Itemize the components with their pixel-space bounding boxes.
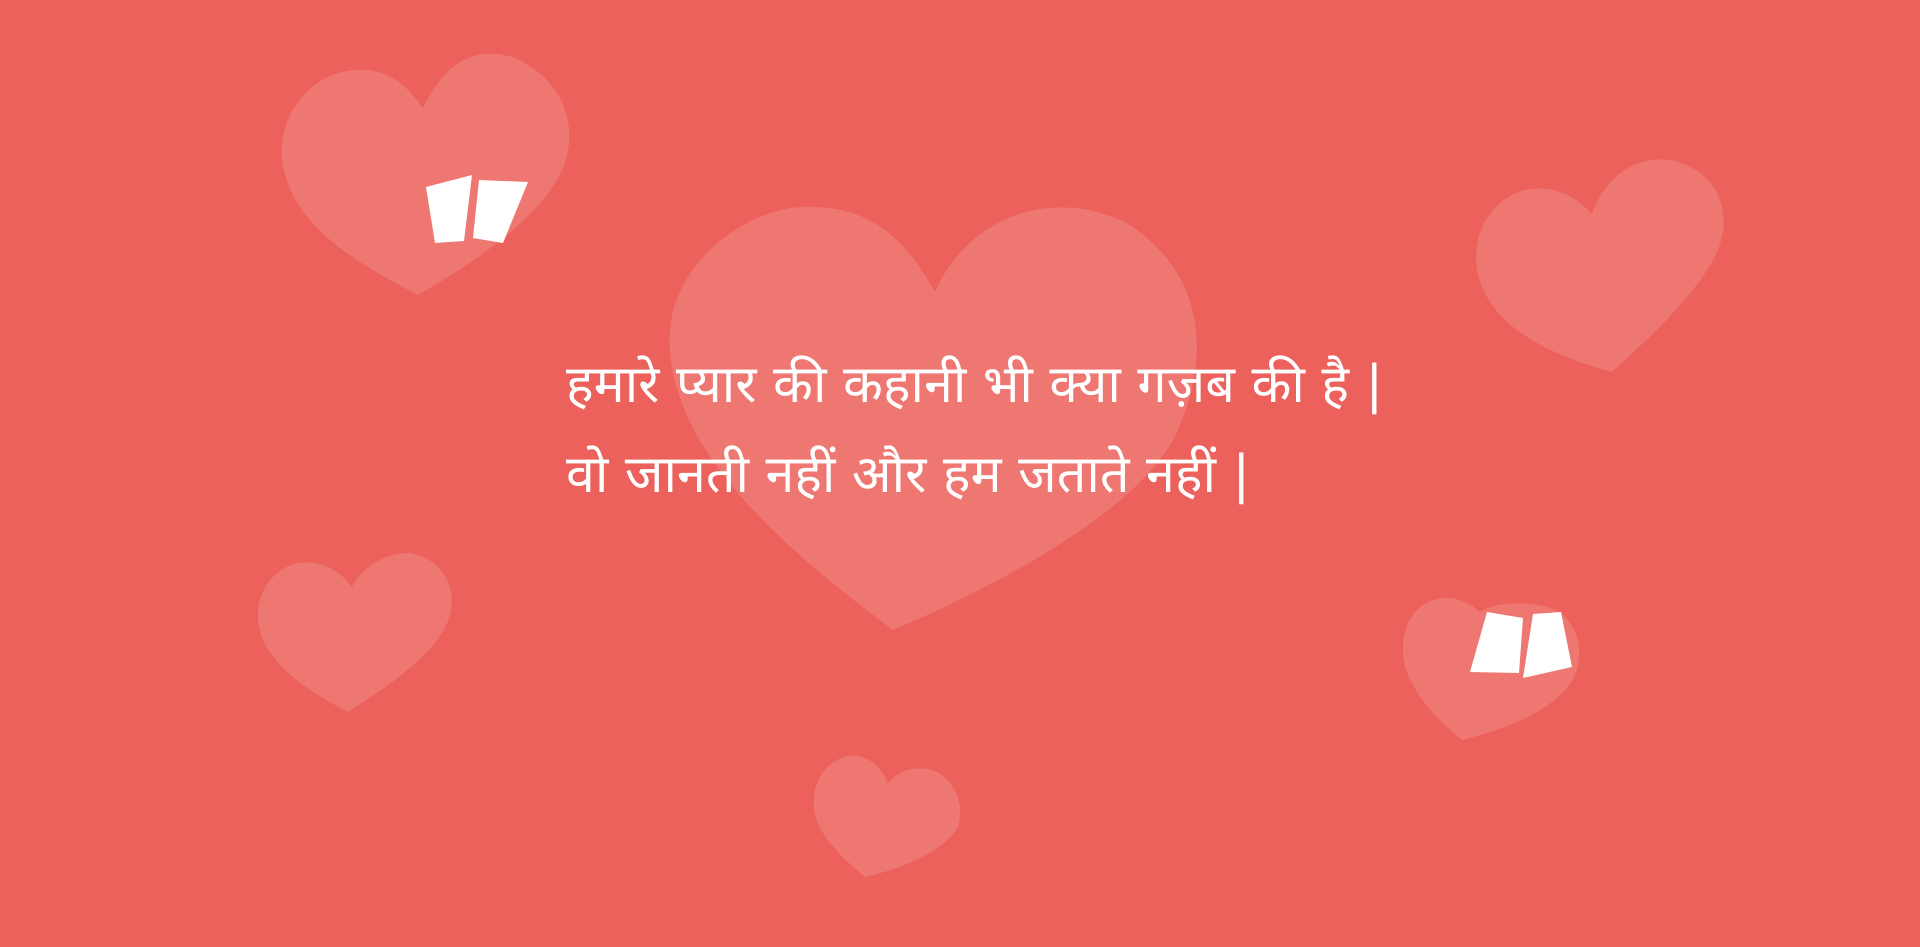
heart-icon [814,756,960,877]
heart-icon [258,553,452,712]
heart-bottom-left-icon [258,553,452,712]
heart-icon [282,54,570,295]
quote-line-2: वो जानती नहीं और हम जताते नहीं | [566,445,1251,505]
quote-text [566,340,1566,520]
heart-top-left-icon [282,54,570,295]
quote-line-1: हमारे प्यार की कहानी भी क्या गज़ब की है | [566,355,1384,415]
heart-bottom-center-icon [814,756,960,877]
